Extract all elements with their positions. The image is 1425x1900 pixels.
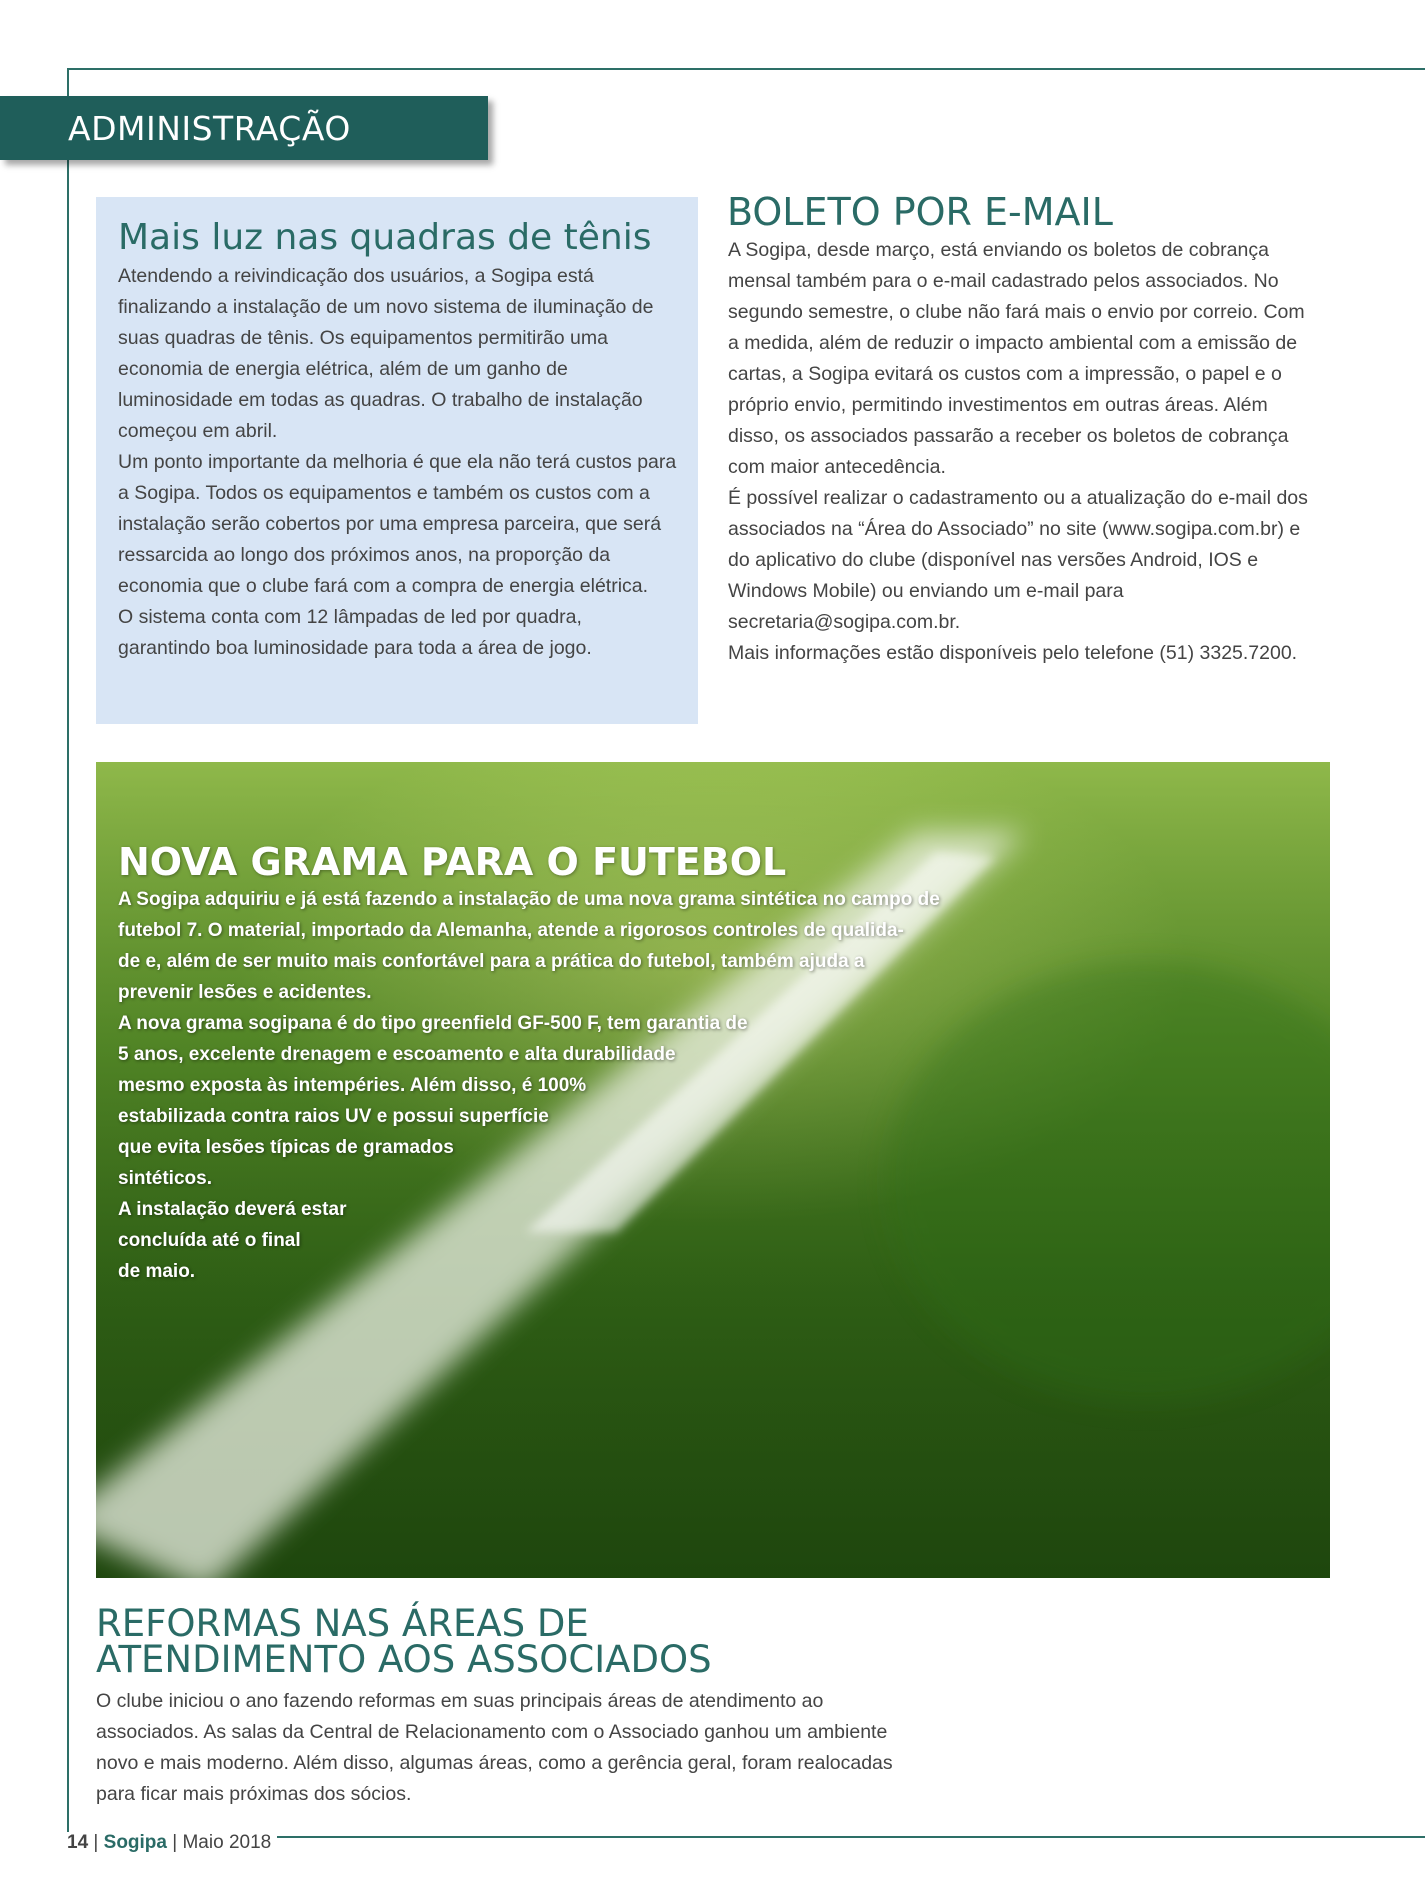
page-frame-left <box>67 68 69 1838</box>
boleto-paragraph: A Sogipa, desde março, está enviando os boletos de cobrança mensal também para o e-mail cadastrado pelos associados. No segundo semestre, o clube não fará mais o envio por correio. Com a medida, além de reduzir o impacto ambiental com a emissão de cartas, a Sogipa evitará os custos com a impressão, o papel e o próprio envio, permitindo investimentos em outras áreas. Além disso, os associados passarão a receber os boletos de cobrança com maior antecedência. <box>728 239 1305 478</box>
tennis-paragraph: Um ponto importante da melhoria é que ela não terá custos para a Sogipa. Todos os equipamentos e também os custos com a instalação serão cobertos por uma empresa parceira, que será ressarcida ao longo dos próximos anos, na proporção da economia que o clube fará com a compra de energia elétrica. <box>118 451 677 597</box>
boleto-article <box>728 235 1318 669</box>
boleto-title: BOLETO POR E-MAIL <box>727 190 1113 234</box>
grama-line: concluída até o final <box>118 1230 301 1251</box>
grama-line: A Sogipa adquiriu e já está fazendo a instalação de uma nova grama sintética no campo de <box>118 889 940 910</box>
page-footer <box>67 1832 277 1854</box>
reformas-title-line2: ATENDIMENTO AOS ASSOCIADOS <box>96 1638 712 1681</box>
grama-line: de maio. <box>118 1261 196 1282</box>
page-number: 14 <box>67 1832 89 1853</box>
grama-line: estabilizada contra raios UV e possui superfície <box>118 1106 549 1127</box>
tennis-body <box>118 261 678 664</box>
grama-line: A instalação deverá estar <box>118 1199 347 1220</box>
boleto-paragraph: Mais informações estão disponíveis pelo telefone (51) 3325.7200. <box>728 642 1298 664</box>
grama-line: prevenir lesões e acidentes. <box>118 982 372 1003</box>
section-banner <box>0 96 488 160</box>
tennis-paragraph: Atendendo a reivindicação dos usuários, a Sogipa está finalizando a instalação de um novo sistema de iluminação de suas quadras de tênis. Os equipamentos permitirão uma economia de energia elétrica, além de um ganho de luminosidade em todas as quadras. O trabalho de instalação começou em abril. <box>118 265 654 442</box>
section-title: ADMINISTRAÇÃO <box>68 109 351 148</box>
reformas-paragraph: O clube iniciou o ano fazendo reformas em suas principais áreas de atendimento ao associados. As salas da Central de Relacionamento com o Associado ganhou um ambiente novo e mais moderno. Além disso, algumas áreas, como a gerência geral, foram realocadas para ficar mais próximas dos sócios. <box>96 1690 893 1805</box>
grass-photo <box>96 762 1330 1578</box>
tennis-article <box>96 197 698 724</box>
grama-line: que evita lesões típicas de gramados <box>118 1137 454 1158</box>
page-frame-top <box>67 68 1425 70</box>
footer-date: Maio 2018 <box>182 1832 272 1853</box>
reformas-title-line1: REFORMAS NAS ÁREAS DE <box>96 1602 589 1645</box>
grama-line: de e, além de ser muito mais confortável para a prática do futebol, também ajuda a <box>118 951 865 972</box>
grama-line: 5 anos, excelente drenagem e escoamento e alta durabilidade <box>118 1044 676 1065</box>
boleto-paragraph: É possível realizar o cadastramento ou a atualização do e-mail dos associados na “Área do Associado” no site (www.sogipa.com.br) e do aplicativo do clube (disponível nas versões Android, IOS e Windows Mobile) ou enviando um e-mail para secretaria@sogipa.com.br. <box>728 487 1308 633</box>
grama-line: mesmo exposta às intempéries. Além disso, é 100% <box>118 1075 587 1096</box>
footer-brand: Sogipa <box>103 1832 167 1853</box>
tennis-paragraph: O sistema conta com 12 lâmpadas de led por quadra, garantindo boa luminosidade para toda a área de jogo. <box>118 606 592 659</box>
grama-line: A nova grama sogipana é do tipo greenfield GF-500 F, tem garantia de <box>118 1013 748 1034</box>
grama-line: sintéticos. <box>118 1168 212 1189</box>
footer-separator: | <box>172 1832 178 1853</box>
grama-title: NOVA GRAMA PARA O FUTEBOL <box>118 840 787 884</box>
footer-separator: | <box>93 1832 99 1853</box>
tennis-title: Mais luz nas quadras de tênis <box>118 217 652 258</box>
reformas-article <box>96 1686 926 1810</box>
reformas-title <box>96 1602 996 1681</box>
grama-body <box>118 884 978 1287</box>
grama-line: futebol 7. O material, importado da Alemanha, atende a rigorosos controles de qualida- <box>118 920 904 941</box>
